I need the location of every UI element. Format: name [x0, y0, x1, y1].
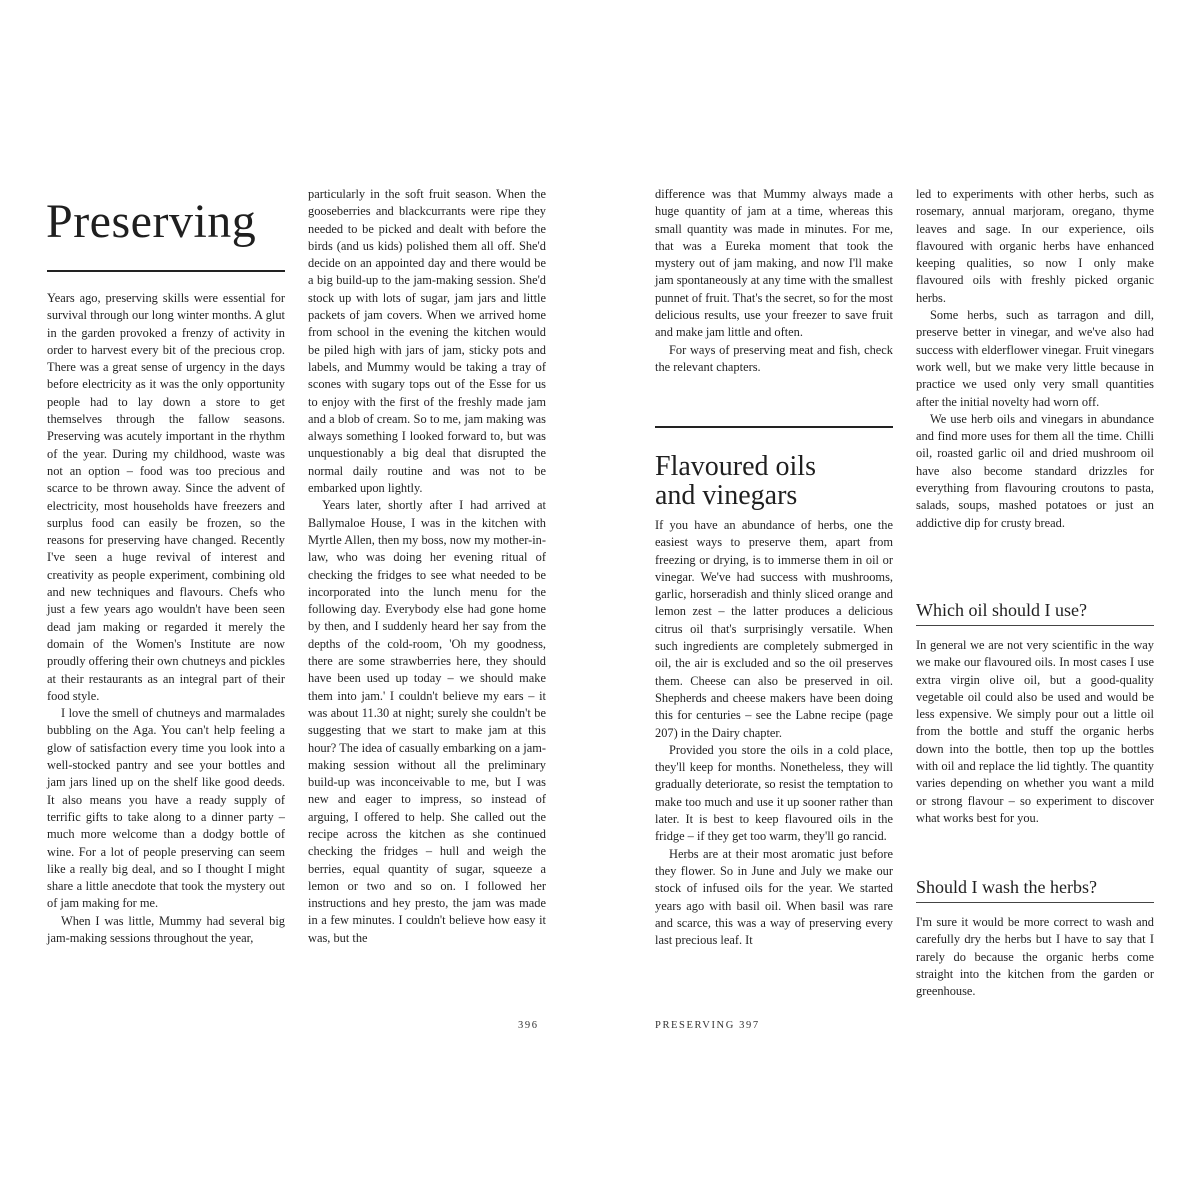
right-column-1-section [655, 517, 893, 949]
page-number-left: 396 [518, 1020, 539, 1031]
section-title-line-2: and vinegars [655, 480, 798, 511]
section-title [655, 452, 816, 510]
section-title-line-1: Flavoured oils [655, 451, 816, 482]
paragraph: Herbs are at their most aromatic just before they flower. So in June and July we make our stock of infused oils for the year. We started years ago with basil oil. When basil was rare and scarce, this was a way of preserving every last precious leaf. It [655, 846, 893, 948]
paragraph: Years ago, preserving skills were essential for survival through our long winter months. A glut in the garden provoked a frenzy of activity in order to harvest every bit of the precious crop. There was a great sense of urgency in the days before electricity as it was the only opportunity people had to lay down a store to get themselves through the fallow seasons. Preserving was acutely important in the rhythm of the year. During my childhood, waste was not an option – food was too precious and scarce to be thrown away. Since the advent of electricity, most households have freezers and surplus food can easily be frozen, so the reasons for preserving have changed. Recently I've seen a huge revival of interest and creativity as people experiment, combining old and new techniques and flavours. Chefs who just a few years ago wouldn't have been seen dead jam making or regarded it merely the domain of the Women's Institute are now proudly offering their own chutneys and pickles at their restaurants as an integral part of their food style. [47, 291, 285, 703]
right-column-2-wash [916, 914, 1154, 1000]
chapter-title: Preserving [46, 195, 257, 248]
paragraph: Some herbs, such as tarragon and dill, preserve better in vinegar, and we've also had success with elderflower vinegar. Fruit vinegars work well, but we make very little because in practice we used only very small quantities after the initial novelty had worn off. [916, 308, 1154, 409]
paragraph: When I was little, Mummy had several big jam-making sessions throughout the year, [47, 913, 285, 945]
section-rule [655, 426, 893, 428]
left-column-1 [47, 290, 285, 947]
title-rule [47, 270, 285, 272]
left-column-2 [308, 186, 546, 947]
paragraph: led to experiments with other herbs, such as rosemary, annual marjoram, oregano, thyme leaves and sage. In our experience, oils flavoured with organic herbs have enhanced keeping qualities, so now I only make flavoured oils with freshly picked organic herbs. [916, 187, 1154, 305]
paragraph: Provided you store the oils in a cold place, they'll keep for months. Nonetheless, they will gradually deteriorate, so resist the temptation to make too much and use it up sooner rather than later. It is best to keep flavoured oils in the fridge – if they get too warm, they'll go rancid. [655, 742, 893, 844]
paragraph: For ways of preserving meat and fish, check the relevant chapters. [655, 342, 893, 374]
page-number-right: PRESERVING 397 [655, 1020, 760, 1031]
paragraph: particularly in the soft fruit season. When the gooseberries and blackcurrants were ripe they needed to be picked and dealt with before the birds (and us kids) polished them all off. She'd decide on an appointed day and there would be a big build-up to the jam-making session. She'd stock up with lots of sugar, jam jars and little packets of jam covers. When we arrived home from school in the evening the kitchen would be piled high with jars of jam, sticky pots and labels, and Mummy would be taking a tray of scones with sugary tops out of the Esse for us to enjoy with the first of the freshly made jam and a blob of cream. So to me, jam making was always something I looked forward to, but was unquestionably a big deal that disrupted the normal daily routine and was not to be embarked upon lightly. [308, 187, 546, 496]
paragraph: If you have an abundance of herbs, one the easiest ways to preserve them, apart from freezing or drying, is to immerse them in oil or vinegar. We've had success with mushrooms, garlic, horseradish and thinly sliced orange and lemon zest – the latter produces a delicious citrus oil that's surprisingly versatile. When such ingredients are completely submerged in oil, the air is excluded and so the oil preserves them. Cheese can also be preserved in oil. Shepherds and cheese makers have been doing this for centuries – see the Labne recipe (page 207) in the Dairy chapter. [655, 518, 893, 740]
right-column-1 [655, 186, 893, 376]
paragraph: Years later, shortly after I had arrived at Ballymaloe House, I was in the kitchen with Myrtle Allen, then my boss, now my mother-in-law, who was doing her evening ritual of checking the fridges to see what needed to be incorporated into the lunch menu for the following day. Everybody else had gone home by then, and I suddenly heard her say from the depths of the cold-room, 'Oh my goodness, there are some strawberries here, they should have been used up today – we should make them into jam.' I couldn't believe my ears – it was about 11.30 at night; surely she couldn't be suggesting that we start to make jam at this hour? The idea of casually embarking on a jam-making session without all the preliminary build-up was inconceivable to me, but I was new and eager to impress, so instead of arguing, I offered to help. She called out the recipe across the kitchen as she continued checking the fridges – hull and weigh the berries, equal quantity of sugar, squeeze a lemon or two and so on. I followed her instructions and hey presto, the jam was made in a few minutes. I couldn't believe how easy it was, but the [308, 498, 546, 945]
subheading-rule [916, 902, 1154, 903]
subheading-wash-herbs: Should I wash the herbs? [916, 877, 1097, 897]
subheading-which-oil: Which oil should I use? [916, 600, 1087, 620]
right-column-2 [916, 186, 1154, 532]
paragraph: I love the smell of chutneys and marmalades bubbling on the Aga. You can't help feeling a glow of satisfaction every time you look into a well-stocked pantry and see your bottles and jam jars lined up on the shelf like good deeds. It also means you have a ready supply of terrific gifts to take along to a dinner party – much more welcome than a dodgy bottle of wine. For a lot of people preserving can seem like a really big deal, and so I thought I might share a little anecdote that took the mystery out of jam making for me. [47, 706, 285, 911]
paragraph: I'm sure it would be more correct to wash and carefully dry the herbs but I have to say that I rarely do because the organic herbs come straight into the kitchen from the garden or greenhouse. [916, 915, 1154, 999]
paragraph: In general we are not very scientific in the way we make our flavoured oils. In most cases I use extra virgin olive oil, but a good-quality vegetable oil could also be used and would be less expensive. We simply pour out a little oil from the bottle and stuff the organic herbs down into the bottle, then top up the bottles with oil and replace the lid tightly. The quantity varies depending on whether you want a mild or strong flavour – so experiment to discover what works best for you. [916, 638, 1154, 825]
paragraph: We use herb oils and vinegars in abundance and find more uses for them all the time. Chilli oil, roasted garlic oil and dried mushroom oil have also become standard drizzles for everything from flavouring croutons to pasta, salads, soups, mashed potatoes or just an addictive dip for crusty bread. [916, 411, 1154, 530]
subheading-rule [916, 625, 1154, 626]
paragraph: difference was that Mummy always made a huge quantity of jam at a time, whereas this small quantity was made in minutes. For me, that was a Eureka moment that took the mystery out of jam making, and now I'll make jam spontaneously at any time with the smallest punnet of fruit. That's the secret, so for the most delicious results, use your freezer to save fruit and make jam little and often. [655, 187, 893, 340]
right-column-2-oil [916, 637, 1154, 827]
